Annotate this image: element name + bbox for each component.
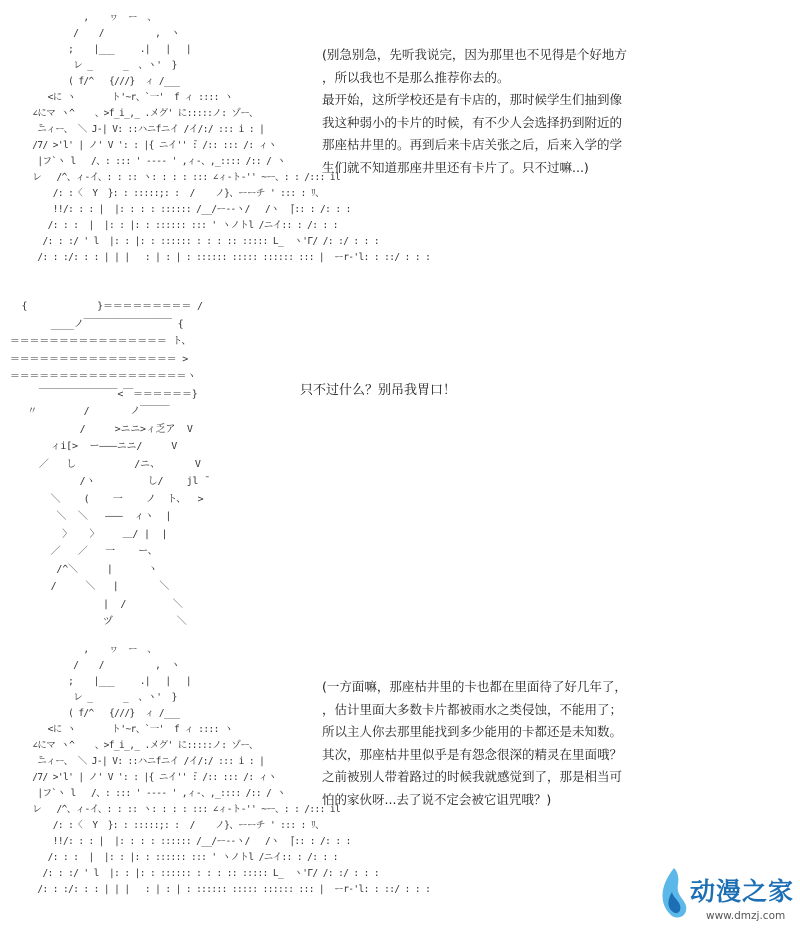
dialogue-line: 之前被别人带着路过的时候我就感觉到了，那是相当可: [322, 769, 623, 785]
dialogue-line: (一方面嘛，那座枯井里的卡也都在里面待了好几年了，: [322, 679, 627, 694]
dialogue-block-top: [322, 44, 627, 180]
ascii-art-figure-middle: { }＝＝＝＝＝＝＝＝＝ / ____ノ￣￣￣￣￣￣￣￣￣ { ＝＝＝＝＝＝＝＝＝＝＝＝＝＝＝＝ ト、 ＝＝＝＝＝＝＝＝＝＝＝＝＝＝＝＝＝ > ＝＝＝＝＝＝＝＝＝＝＝＝＝＝＝＝＝＝ヽ ￣￣￣￣￣￣￣￣<￣＝＝＝＝＝＝} 〃 / ノ￣￣￣ / >ニニ>ィ乏ア V ィi[> ー―――ニニ/ V ／ し /ニ、 V /ヽ し/ jl ̄ ＼ ( 一 ノ ト、 > ＼ ＼ ――― ィヽ | 〉 〉 ＿/ | | ／ ／ 一 ー、 /^＼ | ヽ / ＼ | ＼ | / ＼ ヅ ＼: [9, 301, 205, 627]
dialogue-line: 怕的家伙呀...去了说不定会被它诅咒哦？): [322, 791, 552, 807]
dialogue-line: 所以主人你去那里能找到多少能用的卡都还是未知数。: [322, 724, 623, 740]
dialogue-line: 最开始，这所学校还是有卡店的，那时候学生们抽到像: [322, 92, 623, 108]
ascii-art-character-top: , ヮ ー 、 / / , ヽ ; |___ .| | | レ _ _ 、ヽ' } ( f/^ {///} ィ /___ <に ヽ ト'~r、`一' f ィ :::: ヽ ∠にマ ヽ^ 、>f_i_,_ .メグ' に:::::ノ: ゾー、 ̄ニィー、 ＼ J-| V: ::ハニfニイ /イ/:/ ::: i : | /7/ >'l' | ノ' V ': : |{ ニイ'' ̄: /:: ::: /: ィヽ |フ`ヽ l /、: ::: ' ---- ' ,ィ-、,_:::: /:: / ヽ レ /^、ィ-イ、: : :: ヽ: : : : ::: ∠ィ-ト-'' ~ー、: : /::: il /: :〈 Y }: : :::::;: : / ノ}、ーーチ ' ::: : ﾘ、 !!/: : : | |: : : : :::::: /__/ー--ヽ/ /ヽ ̄|:: : /: : : /: : : | |: : |: : :::::: ::: ' ヽノトl /ニイ:: : /: : : /: : :/ ' l |: : |: : :::::: : : : :: ::::: L_ ヽ'Γ/ /: :/ : : : /: : :/: : : | | | : | : | : :::::: ::::: :::::: ::: | ーr-'l: : ::/ : : :: [32, 12, 431, 263]
dialogue-line: 其次，那座枯井里似乎是有怨念很深的精灵在里面哦？: [322, 746, 623, 762]
dialogue-line: 那座枯井里的。再到后来卡店关张之后，后来入学的学: [322, 137, 623, 153]
ascii-art-character-bottom: , ヮ ー 、 / / , ヽ ; |___ .| | | レ _ _ 、ヽ' } ( f/^ {///} ィ /___ <に ヽ ト'~r、`一' f ィ :::: ヽ ∠にマ ヽ^ 、>f_i_,_ .メグ' に:::::ノ: ゾー、 ̄ニィー、 ＼ J-| V: ::ハニfニイ /イ/:/ ::: i : | /7/ >'l' | ノ' V ': : |{ ニイ'' ̄: /:: ::: /: ィヽ |フ`ヽ l /、: ::: ' ---- ' ,ィ-、,_:::: /:: / ヽ レ /^、ィ-イ、: : :: ヽ: : : : ::: ∠ィ-ト-'' ~ー、: : /::: il /: :〈 Y }: : :::::;: : / ノ}、ーーチ ' ::: : ﾘ、 !!/: : : | |: : : : :::::: /__/ー--ヽ/ /ヽ ̄|:: : /: : : /: : : | |: : |: : :::::: ::: ' ヽノトl /ニイ:: : /: : : /: : :/ ' l |: : |: : :::::: : : : :: ::::: L_ ヽ'Γ/ /: :/ : : : /: : :/: : : | | | : | : | : :::::: ::::: :::::: ::: | ーr-'l: : ::/ : : :: [32, 644, 431, 895]
watermark-url: www.dmzj.com: [706, 910, 786, 922]
dialogue-line: (别急别急，先听我说完，因为那里也不见得是个好地方: [322, 47, 627, 62]
dialogue-line: 我这种弱小的卡片的时候，有不少人会选择扔到附近的: [322, 114, 623, 130]
dialogue-line: ，估计里面大多数卡片都被雨水之类侵蚀，不能用了；: [322, 701, 623, 717]
dialogue-block-bottom: [322, 676, 627, 812]
dialogue-line: 生们就不知道那座井里还有卡片了。只不过嘛...): [322, 159, 589, 175]
watermark-site-name: 动漫之家: [690, 877, 795, 906]
dialogue-line-middle: 只不过什么？别吊我胃口！: [300, 383, 457, 398]
dialogue-line: ，所以我也不是那么推荐你去的。: [322, 69, 510, 85]
